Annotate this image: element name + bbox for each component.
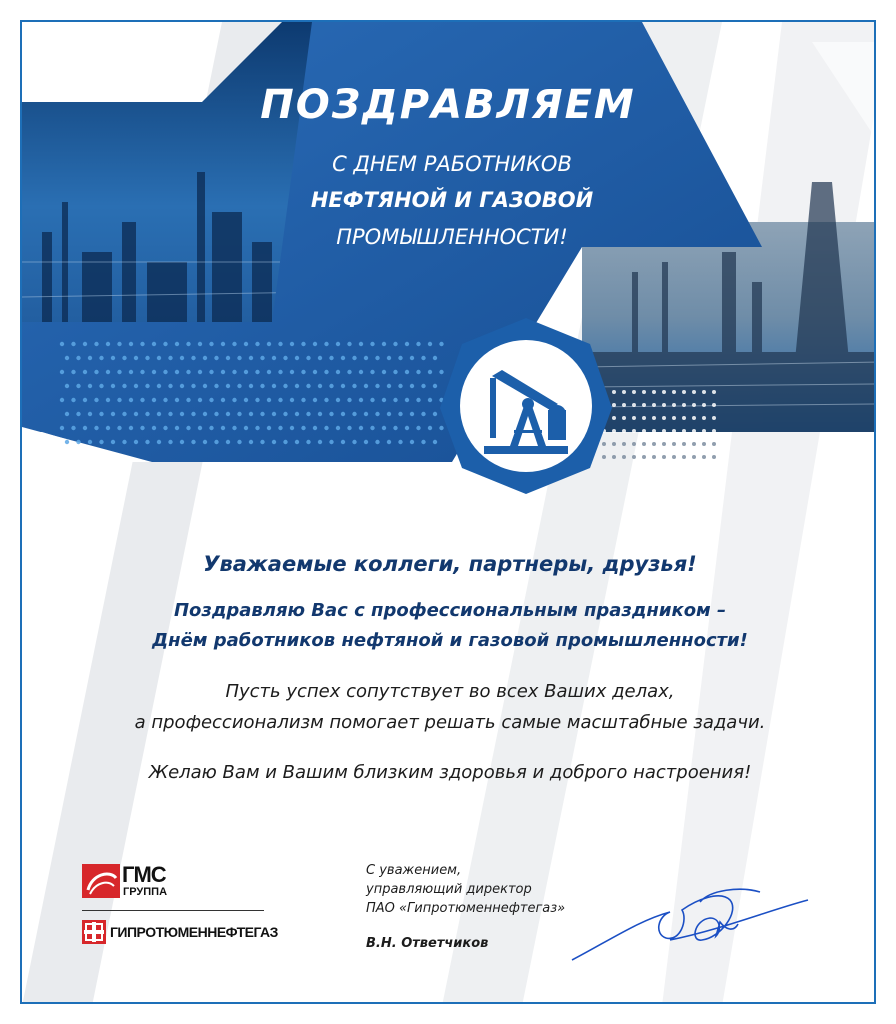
greeting-line: Уважаемые коллеги, партнеры, друзья! xyxy=(203,552,697,576)
header-subtitle-line1: С ДНЕМ РАБОТНИКОВ xyxy=(332,152,572,176)
signature-icon xyxy=(570,860,810,970)
giprotng-logo-icon xyxy=(82,920,106,944)
wish-line-2: а профессионализм помогает решать самые масштабные задачи. xyxy=(134,712,766,733)
signatory-name: В.Н. Ответчиков xyxy=(366,936,489,951)
signoff-line-1: С уважением, xyxy=(366,863,462,878)
pumpjack-icon xyxy=(440,318,612,494)
header-title: ПОЗДРАВЛЯЕМ xyxy=(260,82,636,128)
congrats-line-2: Днём работников нефтяной и газовой промышленности! xyxy=(152,630,748,651)
header-subtitle-line2: НЕФТЯНОЙ И ГАЗОВОЙ xyxy=(310,188,594,212)
gms-logo-icon xyxy=(82,862,120,900)
logo-divider xyxy=(82,910,264,911)
greeting-card xyxy=(20,20,876,1004)
giprotng-logo-text: ГИПРОТЮМЕННЕФТЕГАЗ xyxy=(110,924,278,940)
signoff-line-3: ПАО «Гипротюменнефтегаз» xyxy=(366,901,566,916)
gms-logo-text: ГМС xyxy=(122,862,166,887)
giprotng-logo xyxy=(82,920,282,946)
gms-logo-subtext: ГРУППА xyxy=(123,886,168,898)
wish-line-1: Пусть успех сопутствует во всех Ваших делах, xyxy=(225,681,675,702)
signoff-line-2: управляющий директор xyxy=(366,882,532,897)
congrats-line-1: Поздравляю Вас с профессиональным праздником – xyxy=(173,600,727,621)
gms-logo xyxy=(82,862,222,904)
wish-line-3: Желаю Вам и Вашим близким здоровья и доброго настроения! xyxy=(148,762,752,783)
header-subtitle-line3: ПРОМЫШЛЕННОСТИ! xyxy=(336,225,568,249)
